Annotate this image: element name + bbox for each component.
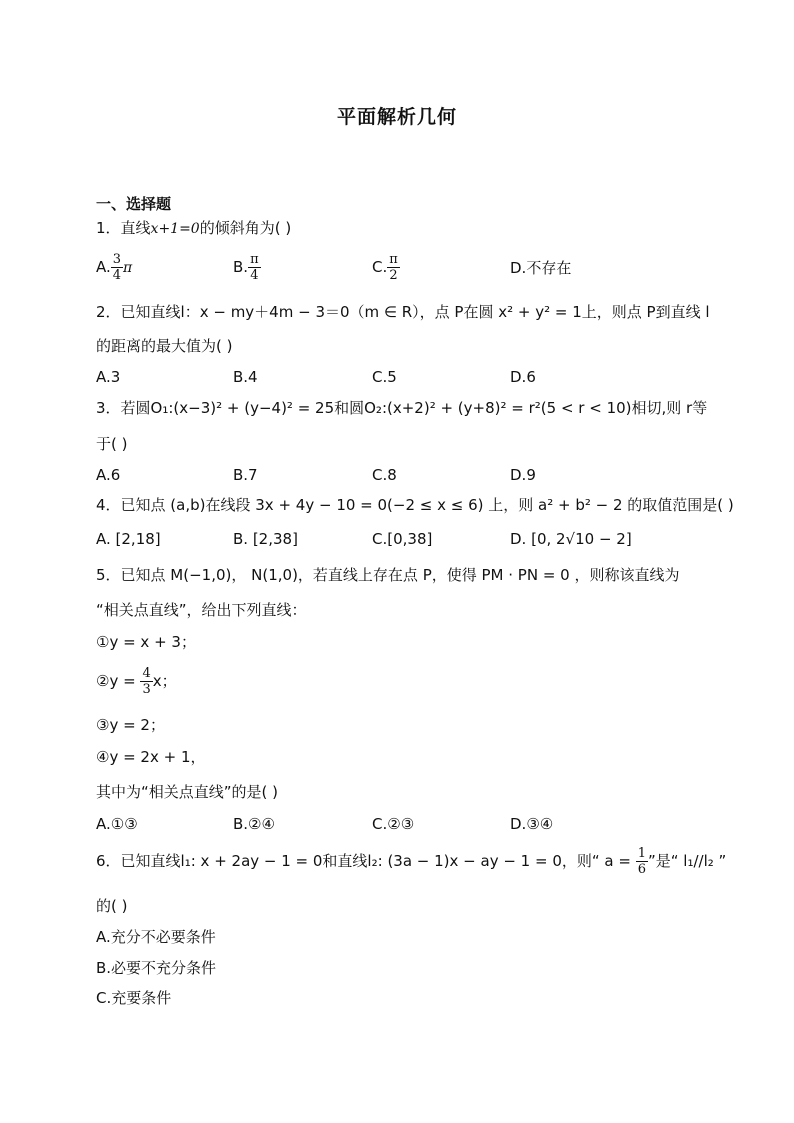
question-2-stem-cont: 的距离的最大值为( )	[96, 337, 233, 355]
q4-option-b: B. [2,38]	[233, 530, 298, 548]
q1-option-a-label: A.	[96, 258, 111, 276]
q1-expression: x+1=0	[150, 221, 200, 237]
question-6-stem	[96, 846, 726, 877]
q6-stem-prefix: 6．已知直线l₁: x + 2ay − 1 = 0和直线l₂: (3a − 1)x − ay − 1 = 0，则“ a =	[96, 852, 636, 870]
q5-option-c: C.②③	[372, 815, 415, 833]
q1-option-c-label: C.	[372, 258, 388, 276]
q3-option-a: A.6	[96, 466, 121, 484]
q6-option-c: C.充要条件	[96, 989, 172, 1007]
q4-option-a: A. [2,18]	[96, 530, 161, 548]
q1-stem-prefix: 1．直线	[96, 219, 151, 237]
q1-c-numerator: π	[389, 252, 398, 267]
question-5-stem: 5．已知点 M(−1,0)， N(1,0)，若直线上存在点 P，使得 PM · PN = 0 ，则称该直线为	[96, 566, 680, 584]
q5-item-2-fraction	[140, 666, 152, 697]
q3-option-c: C.8	[372, 466, 397, 484]
q1-a-denominator: 4	[112, 268, 122, 283]
q3-option-b: B.7	[233, 466, 258, 484]
q1-option-d: D.不存在	[510, 259, 572, 277]
section-heading: 一、选择题	[96, 195, 172, 213]
q6-option-a: A.充分不必要条件	[96, 928, 216, 946]
q6-stem-suffix: ”是“ l₁//l₂ ”	[648, 852, 727, 870]
q6-option-b: B.必要不充分条件	[96, 959, 217, 977]
q1-b-denominator: 4	[250, 268, 259, 283]
q5-item-2-denominator: 3	[142, 682, 151, 697]
q1-option-b-label: B.	[233, 258, 249, 276]
q5-question: 其中为“相关点直线”的是( )	[96, 783, 279, 801]
q5-item-2-numerator: 4	[142, 666, 151, 681]
q1-stem-suffix: 的倾斜角为( )	[199, 219, 292, 237]
question-4-stem: 4．已知点 (a,b)在线段 3x + 4y − 10 = 0(−2 ≤ x ≤ 6) 上，则 a² + b² − 2 的取值范围是( )	[96, 496, 734, 514]
q1-option-a	[96, 252, 132, 283]
question-3-stem: 3．若圆O₁:(x−3)² + (y−4)² = 25和圆O₂:(x+2)² + (y+8)² = r²(5 < r < 10)相切,则 r等	[96, 399, 708, 417]
q4-option-d: D. [0, 2√10 − 2]	[510, 530, 632, 548]
q5-item-2-prefix: ②y =	[96, 672, 141, 690]
q5-item-1: ①y = x + 3；	[96, 633, 196, 651]
q5-item-3: ③y = 2；	[96, 716, 165, 734]
q6-denominator: 6	[637, 862, 646, 877]
q5-item-2	[96, 666, 177, 697]
q1-b-numerator: π	[250, 252, 259, 267]
q2-option-b: B.4	[233, 368, 258, 386]
q1-option-b-fraction	[248, 252, 261, 283]
q4-option-c: C.[0,38]	[372, 530, 433, 548]
q1-a-pi: π	[123, 260, 133, 276]
question-3-stem-cont: 于( )	[96, 435, 128, 453]
question-6-stem-cont: 的( )	[96, 897, 128, 915]
q1-c-denominator: 2	[389, 268, 398, 283]
q1-option-c	[372, 252, 400, 283]
q5-option-d: D.③④	[510, 815, 554, 833]
question-1-stem	[96, 218, 291, 239]
q1-option-a-fraction	[111, 252, 123, 283]
q3-option-d: D.9	[510, 466, 536, 484]
q2-option-c: C.5	[372, 368, 397, 386]
q6-numerator: 1	[637, 846, 646, 861]
q6-fraction	[636, 846, 648, 877]
q2-option-d: D.6	[510, 368, 536, 386]
q2-option-a: A.3	[96, 368, 121, 386]
q5-option-a: A.①③	[96, 815, 138, 833]
question-5-stem-cont: “相关点直线”，给出下列直线：	[96, 601, 307, 619]
q5-item-2-tail: x；	[152, 672, 177, 690]
q1-a-numerator: 3	[112, 252, 122, 267]
q5-option-b: B.②④	[233, 815, 275, 833]
question-2-stem: 2．已知直线l：x − my＋4m − 3＝0（m ∈ R），点 P在圆 x² + y² = 1上，则点 P到直线 l	[96, 303, 710, 321]
page-title: 平面解析几何	[336, 106, 457, 128]
q1-option-c-fraction	[387, 252, 400, 283]
q1-option-b	[233, 252, 261, 283]
q5-item-4: ④y = 2x + 1，	[96, 748, 206, 766]
